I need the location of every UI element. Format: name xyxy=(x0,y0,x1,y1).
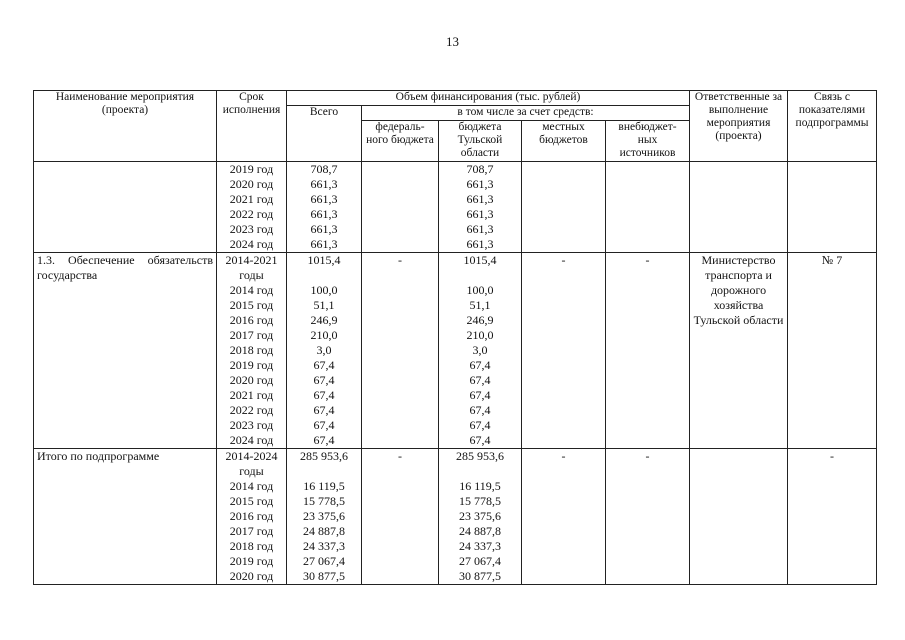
header-name: Наименование мероприятия (проекта) xyxy=(34,91,217,162)
list-value: 2014 год xyxy=(229,283,274,297)
extra-cell: - xyxy=(606,449,690,585)
total-cell xyxy=(287,162,362,253)
extra-cell xyxy=(606,162,690,253)
list-value: 2019 год xyxy=(229,358,274,372)
total-cell xyxy=(287,449,362,585)
list-value: 67,4 xyxy=(313,358,335,372)
list-value: 51,1 xyxy=(469,298,491,312)
header-total: Всего xyxy=(287,106,362,162)
header-extra: внебюджет-ных источников xyxy=(606,121,690,162)
link-cell xyxy=(788,162,877,253)
list-value: 24 887,8 xyxy=(303,524,345,538)
period-part: годы xyxy=(239,464,264,478)
list-value: 15 778,5 xyxy=(459,494,501,508)
spacer xyxy=(439,268,521,283)
list-value: 2019 год xyxy=(229,554,274,568)
link-cell: № 7 xyxy=(788,253,877,449)
list-value: 2018 год xyxy=(229,343,274,357)
list-value: 661,3 xyxy=(466,207,494,221)
header-term: Срок исполнения xyxy=(217,91,287,162)
funding-table xyxy=(33,90,877,585)
federal-cell xyxy=(362,162,439,253)
list-value: 16 119,5 xyxy=(303,479,345,493)
header-funding: Объем финансирования (тыс. рублей) xyxy=(287,91,690,106)
list-value: 661,3 xyxy=(310,192,338,206)
list-value: 2015 год xyxy=(229,494,274,508)
list-value: 2016 год xyxy=(229,313,274,327)
regional-cell xyxy=(439,253,522,449)
list-value: 2020 год xyxy=(229,569,274,583)
years-cell xyxy=(217,253,287,449)
list-value: 30 877,5 xyxy=(459,569,501,583)
list-value: 661,3 xyxy=(466,192,494,206)
list-value: 2022 год xyxy=(229,403,274,417)
list-value: 2014 год xyxy=(229,479,274,493)
list-value: 16 119,5 xyxy=(459,479,501,493)
page-number: 13 xyxy=(446,34,459,49)
list-value: 15 778,5 xyxy=(303,494,345,508)
years-cell xyxy=(217,449,287,585)
period-part: 2014-2024 xyxy=(225,449,278,463)
list-value: 708,7 xyxy=(310,162,338,176)
list-value: 1015,4 xyxy=(307,253,341,267)
list-value: 2015 год xyxy=(229,298,274,312)
list-value xyxy=(217,253,286,283)
list-value: 661,3 xyxy=(466,222,494,236)
list-value: 2021 год xyxy=(229,192,274,206)
list-value: 2021 год xyxy=(229,388,274,402)
list-value: 67,4 xyxy=(313,388,335,402)
list-value: 27 067,4 xyxy=(459,554,501,568)
spacer xyxy=(439,464,521,479)
list-value: 2023 год xyxy=(229,222,274,236)
period-part: годы xyxy=(239,268,264,282)
list-value: 23 375,6 xyxy=(459,509,501,523)
list-value: 100,0 xyxy=(466,283,494,297)
spacer xyxy=(287,464,361,479)
header-federal: федераль-ного бюджета xyxy=(362,121,439,162)
list-value: 3,0 xyxy=(316,343,332,357)
table-row xyxy=(34,449,877,585)
federal-cell: - xyxy=(362,253,439,449)
table-row xyxy=(34,253,877,449)
activity-name: 1.3. Обеспечение обязательств государства xyxy=(34,253,217,449)
list-value: 67,4 xyxy=(469,403,491,417)
list-value: 2024 год xyxy=(229,433,274,447)
list-value: 67,4 xyxy=(469,433,491,447)
list-value: 210,0 xyxy=(310,328,338,342)
list-value: 2016 год xyxy=(229,509,274,523)
header-local: местных бюджетов xyxy=(522,121,606,162)
list-value: 67,4 xyxy=(469,418,491,432)
list-value: 210,0 xyxy=(466,328,494,342)
list-value: 2020 год xyxy=(229,177,274,191)
list-value: 661,3 xyxy=(310,237,338,251)
list-value: 2017 год xyxy=(229,328,274,342)
years-cell xyxy=(217,162,287,253)
list-value: 661,3 xyxy=(310,177,338,191)
list-value: 661,3 xyxy=(310,207,338,221)
list-value: 285 953,6 xyxy=(456,449,504,463)
list-value: 2022 год xyxy=(229,207,274,221)
list-value: 27 067,4 xyxy=(303,554,345,568)
extra-cell: - xyxy=(606,253,690,449)
list-value: 285 953,6 xyxy=(300,449,348,463)
list-value: 67,4 xyxy=(313,403,335,417)
regional-cell xyxy=(439,162,522,253)
responsible-cell xyxy=(690,162,788,253)
list-value: 67,4 xyxy=(469,358,491,372)
list-value: 661,3 xyxy=(310,222,338,236)
list-value xyxy=(217,449,286,479)
list-value: 67,4 xyxy=(313,373,335,387)
list-value: 30 877,5 xyxy=(303,569,345,583)
link-cell: - xyxy=(788,449,877,585)
header-regional: бюджета Тульской области xyxy=(439,121,522,162)
local-cell: - xyxy=(522,253,606,449)
regional-cell xyxy=(439,449,522,585)
header-link: Связь с показателями подпрограммы xyxy=(788,91,877,162)
spacer xyxy=(287,268,361,283)
list-value: 2019 год xyxy=(229,162,274,176)
list-value: 67,4 xyxy=(469,388,491,402)
table-row xyxy=(34,162,877,253)
name-cell xyxy=(34,162,217,253)
list-value: 246,9 xyxy=(466,313,494,327)
list-value: 246,9 xyxy=(310,313,338,327)
list-value: 67,4 xyxy=(313,418,335,432)
local-cell xyxy=(522,162,606,253)
list-value: 3,0 xyxy=(472,343,488,357)
total-cell xyxy=(287,253,362,449)
activity-name: Итого по подпрограмме xyxy=(34,449,217,585)
list-value: 100,0 xyxy=(310,283,338,297)
header-incl: в том числе за счет средств: xyxy=(362,106,690,121)
list-value: 23 375,6 xyxy=(303,509,345,523)
responsible-cell xyxy=(690,449,788,585)
list-value: 2023 год xyxy=(229,418,274,432)
list-value: 2020 год xyxy=(229,373,274,387)
list-value: 51,1 xyxy=(313,298,335,312)
list-value: 708,7 xyxy=(466,162,494,176)
list-value: 661,3 xyxy=(466,237,494,251)
local-cell: - xyxy=(522,449,606,585)
list-value: 24 887,8 xyxy=(459,524,501,538)
list-value: 1015,4 xyxy=(463,253,497,267)
header-responsible: Ответственные за выполнение мероприятия (проекта) xyxy=(690,91,788,162)
list-value: 2017 год xyxy=(229,524,274,538)
list-value: 661,3 xyxy=(466,177,494,191)
period-part: 2014-2021 xyxy=(225,253,278,267)
responsible-cell: Министерство транспорта и дорожного хозяйства Тульской области xyxy=(690,253,788,449)
list-value: 2018 год xyxy=(229,539,274,553)
list-value: 2024 год xyxy=(229,237,274,251)
federal-cell: - xyxy=(362,449,439,585)
list-value: 67,4 xyxy=(469,373,491,387)
list-value: 67,4 xyxy=(313,433,335,447)
list-value: 24 337,3 xyxy=(459,539,501,553)
list-value: 24 337,3 xyxy=(303,539,345,553)
